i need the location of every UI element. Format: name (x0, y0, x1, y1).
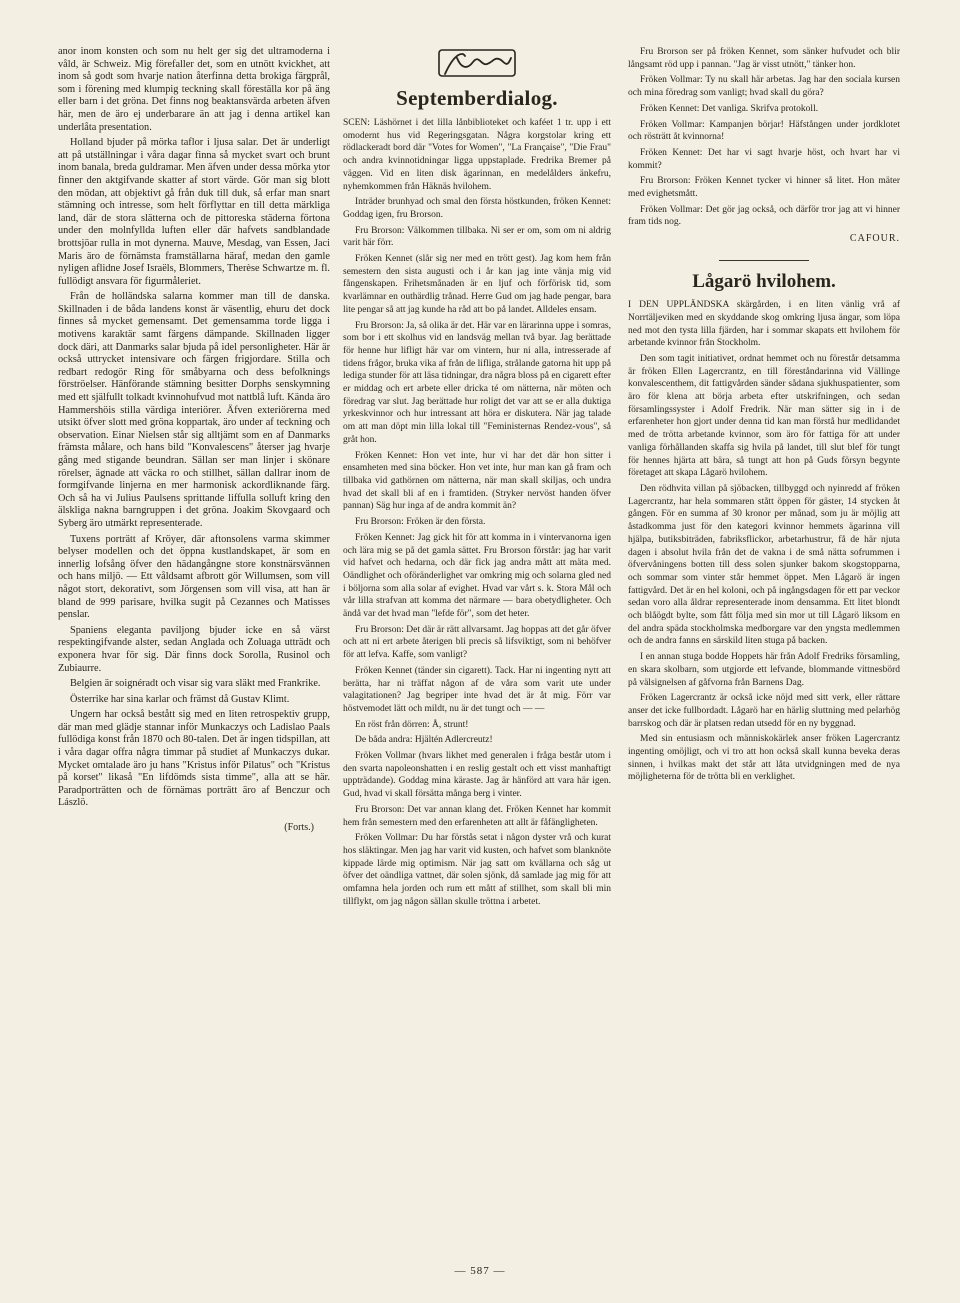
paragraph: Ungern har också bestått sig med en liten retrospektiv grupp, där man med glädje stannar inför Munkaczys och Ladislao Paals fullödiga konst från 1870 och 80-talen. Det är ingen tidspillan, att i våra dagar offra några timmar på studiet af Munkaczys dukar. Mycket omtalade äro ju hans "Kristus inför Pilatus" och "Kristus på korset" likaså "En lifdömds sista timme", alla att se här. Paradporträtten och de förnämas porträtt äro af Benczur och Lászlö. (58, 709, 330, 809)
paragraph: Fröken Lagercrantz är också icke nöjd med sitt verk, eller rättare anser det icke fullbordadt. Lågarö har en härlig sluttning med pelarhög barrskog och där är platsen redan utsedd för en ny byggnad. (628, 693, 900, 729)
continued-note: (Forts.) (284, 822, 314, 834)
paragraph: Tuxens porträtt af Kröyer, där aftonsolens varma skimmer belyser modellen och det öppna kustlandskapet, är som en innerlig lofsång öfver den hädangångne store konstnärsvännen och hans miljö. — Ett våldsamt afbrott gör Willumsen, som vill något stort, dekorativt, som Jörgensen som vill visa, att han är bland de 999 parisare, hvilka sugit på Cezannes och Matisses penslar. (58, 533, 330, 621)
paragraph: Fru Brorson: Välkommen tillbaka. Ni ser er om, som om ni aldrig varit här förr. (343, 225, 611, 249)
column-middle (343, 46, 611, 911)
paragraph: Fröken Kennet: Det vanliga. Skrifva protokoll. (640, 103, 819, 114)
paragraph: Fröken Vollmar: Ty nu skall här arbetas. Jag har den sociala kursen och mina föredrag som vanligt; hvad skall du göra? (628, 75, 900, 99)
paragraph: Fru Brorson: Det var annan klang det. Fröken Kennet har kommit hem från semestern med den erfarenheten att allt är fåfängligheten. (343, 804, 611, 828)
section-body (628, 299, 900, 784)
paragraph: Fröken Kennet: Det har vi sagt hvarje höst, och hvart har vi kommit? (628, 147, 900, 171)
idun-logo (343, 46, 611, 84)
author-signature: CAFOUR. (849, 233, 900, 245)
paragraph: SCEN: Läshörnet i det lilla lånbiblioteket och kaféet 1 tr. upp i ett omodernt hus vid Regeringsgatan. Några korgstolar kring ett rödlackeradt bord där "Votes for Women", "La Française", "Die Frau" och andra kvinnotidningar ligga uppstaplade. Fredrika Bremer på väggen. Vid en liten disk ägarinnan, en medelålders änkefru, nyhemkommen från Häknäs hvilohem. (343, 118, 611, 192)
section-title: Lågarö hvilohem. (692, 271, 836, 293)
paragraph: Fröken Vollmar: Det gör jag också, och därför tror jag att vi hinner fram tids nog. (628, 204, 900, 228)
paragraph: Fröken Kennet (slår sig ner med en trött gest). Jag kom hem från semestern den sista augusti och i år kan jag inte vänja mig vid fångenskapen. Frihetsmånaden är en ljuf och förförisk tid, som kvarlämnar en outhärdlig trånad. Herre Gud om jag hade pengar, bara lite pengar så att jag kunde ha råd att bo på landet. Alldeles ensam. (343, 254, 611, 315)
column-left (58, 46, 330, 833)
dialogue-continued (628, 46, 900, 229)
column-right (628, 46, 900, 787)
article-continued (58, 46, 330, 810)
paragraph: Fru Brorson: Fröken Kennet tycker vi hinner så litet. Hon mäter med evighetsmått. (628, 176, 900, 200)
paragraph: Fröken Kennet: Jag gick hit för att komma in i vintervanorna igen och lära mig se på det gamla sättet. Fru Brorson förstår: jag har varit vid hafvet och hedarna, och där fick jag andra mått att mäta med. Oändlighet och oföränderlighet var omkring mig och solarna gled ned i böljorna som alla solar af evighet. Hvad var vårt s. k. Stora Mål och vår lilla strafvan att komma det närmare — bara obetydligheter. Och ändå var det hvad man "lefde för", som det heter. (343, 532, 611, 620)
paragraph: Inträder brunhyad och smal den första höstkunden, fröken Kennet: Goddag igen, fru Brorson. (343, 197, 611, 220)
paragraph: Den som tagit initiativet, ordnat hemmet och nu förestår detsamma är fröken Ellen Lagercrantz, en till föreståndarinna vid Vällinge konvalescenthem, dit fattigvården sänder sådana sjukhuspatienter, som äro för klena att börja arbeta efter utskrifningen, och sedan församlingssyster i Adolf Fredrik. När man sätter sig in i de erfarenheter hon gjort under denna tid kan man förstå hur medlidandet med de trötta arbetande kvinnor, som äro för fattiga för att under vanliga förhållanden skaffa sig hvila på landet, till slut blef för tungt för hennes hjärta att bära, så tungt att hon på Guds försyn begynte företaget att skapa Lågarö hvilohem. (628, 353, 900, 479)
paragraph: Spaniens eleganta paviljong bjuder icke en så värst respektingifvande alster, sedan Anglada och Zoluaga utträdt och exponera hvar för sig. Där finns dock Sorolla, Rusinol och Zubiaurre. (58, 624, 330, 674)
paragraph: Den rödhvita villan på sjöbacken, tillbyggd och nyinredd af fröken Lagercrantz, har hela sommaren stått öppen för gäster, 14 stycken åt gången. För en summa af 30 kronor per månad, som ju är möjlig att åstadkomma just för den kategori kvinnor hemmets ägarinna vill hjälpa, butiksbiträden, fabriksflickor, arbetarhustrur, få de här njuta dagen i absolut hvila från det de vakna i de små nätta sofrummen i öfvervåningens botten till dess solen sjunker bakom skogstopparna, och sommar som vinter står hemmet öppet. Men Lågarö är ingen fattigvård. Det är en hel koloni, och på ingångsdagen för ett par veckor sedan voro alla åldrar representerade inom densamma. Ett litet blondt och blåögdt bylte, som fått följa med sin mor ut till Lågarö liksom en del andra späda stockholmska medborgare var den yngsta medlemmen och de andra fanns en särskild liten stuga på backen. (628, 483, 900, 647)
paragraph: Fru Brorson: Det där är rätt allvarsamt. Jag hoppas att det går öfver och att ni ert arbete återigen bli precis så lifsviktigt, som ni behöfver för att lefva. Kaffe, som vanligt? (343, 624, 611, 661)
paragraph: Fru Brorson ser på fröken Kennet, som sänker hufvudet och blir långsamt röd upp i pannan. "Jag är visst utnött," tänker hon. (628, 47, 900, 70)
paragraph: Fru Brorson: Ja, så olika är det. Här var en lärarinna uppe i somras, som bor i ett skolhus vid en landsväg mellan två byar. Jag berättade för henne hur lifligt här var om vintern, hur ni alla, intresserade af tidens frågor, bruka vika af från de lifliga, strålande gatorna hit upp på lediga stunder för att läsa tidningar, dra några bloss på en cigarett efter er middag och ert arbete eller dricka té om nätterna, när möten och föredrag var slut. Jag berättade hur roligt det var att se er alla duktiga yrkeskvinnor och hur intressant att höra er diskutera. När jag talade om att man döpt min lilla lokal till "Feministernas Rendez-vous", så gråt hon. (343, 320, 611, 445)
paragraph: Fröken Vollmar: Du har förstås setat i någon dyster vrå och kurat hos släktingar. Men jag har varit vid kusten, och hafvet som blanknöte kippade lärde mig optimism. När jag satt om kvällarna och såg ut öfver det oändliga vattnet, där solen sjönk, då samlade jag mig för att omfamna hela jorden och rum ett mått af stillhet, som skall bli min tillflykt, om jag någon sällan skulle tröttna i arbetet. (343, 833, 611, 907)
idun-logo-icon (435, 46, 519, 82)
paragraph: Österrike har sina karlar och främst då Gustav Klimt. (70, 693, 290, 705)
paragraph: Fröken Kennet (tänder sin cigarett). Tack. Har ni ingenting nytt att berätta, har ni träffat någon af de våra som varit ute under valagitationen? Jag begriper inte hvad det är åt mig. Förr var höstvemodet lätt och mildt, nu är det tungt och — — (343, 665, 611, 714)
paragraph: Holland bjuder på mörka taflor i ljusa salar. Det är underligt att på utställningar i våra dagar finna så mycket svart och brunt inom banala, breda guldramar. Men äfven under dessa mörka ytor finner den aktgifvande skatter af stort värde. Gör man sig blott den mödan, att objektivt gå från duk till duk, så erfar man snart stämning och intresse, som helt förflyttar en till detta märkliga land, där de stora slätterna och de pittoreska städerna förtona under den molnfyllda luften eller där hafvets sandblandade brottsjöar rulla in mot dynerna. Mauve, Mesdag, van Essen, Jaci Maris äro de förnämsta framställarna häraf, medan den gamle nyligen aflidne Josef Israëls, Blommers, Therèse Schwartze m. fl. fullödigt ansvara för figurmåleriet. (58, 137, 330, 287)
paragraph: Med sin entusiasm och människokärlek anser fröken Lagercrantz ingenting omöjligt, och vi tro att hon också skall kunna beveka deras sinnen, i hvilkas makt det står att låta utvidgningen med de nya möjligheterna för de trötta bli en verklighet. (628, 734, 900, 783)
page-number: — 587 — (454, 1265, 506, 1277)
paragraph: Belgien är soignéradt och visar sig vara släkt med Frankrike. (70, 678, 321, 690)
paragraph: Fru Brorson: Fröken är den första. (355, 517, 486, 528)
paragraph: Från de holländska salarna kommer man till de danska. Skillnaden i de båda landens konst är väsentlig, ehuru det dock finnes så mycket gemensamt. Det gemensamma torde ligga i motivens karaktär samt färgens dämpande. Skillnaden ligger dock däri, att Danmarks salar bjuda på idel personligheter. Här är också uttrycket intensivare och färgen frigjordare. Stilla och redbart redogör Ring för småbyarna och dess befolknings förströelser. Hänförande stämning besitter Dorphs senskymning med ett själfullt tolkadt kvinnohufvud mot nattblå luft. Kända äro Hammershöis stilla värdiga interiörer. Äfven exteriörerna med utsikt öfver slott med gröna koppartak, äro under af teckning och observation. Einar Nielsen står sig alltjämt som en af Danmarks främsta målare, och hans bild "Konvalescens" återser jag hvarje gång med stigande beundran. Sällan ser man linjer i skönare rörelser, ägnade att väcka ro och stillhet, sällan dallrar inom de formgifvande linjerna en mer harmonisk ackordliknande färg. Och så ha vi Julius Paulsens sprittande liffulla solluft kring den älskliga nakna barngruppen i det gröna. Joakim Skovgaard och Syberg äro utmärkt representerade. (58, 291, 330, 529)
divider (719, 260, 809, 261)
paragraph: anor inom konsten och som nu helt ger sig det ultramoderna i våld, är Schweiz. Mig förefaller det, som en utnött kvickhet, att inom så godt som hvarje nation återfinna detta brokiga färgprål, som i förening med klumpig teckning skall föreställa kor på äng eller barn i det gröna. Det finns nog beaktansvärda arbeten äfven här, men de äro ej underbarare än att jag i denna artikel kan underlåta presentation. (58, 46, 330, 133)
paragraph: De båda andra: Hjältén Adlercreutz! (355, 735, 493, 746)
paragraph: I en annan stuga bodde Hoppets här från Adolf Fredriks församling, en skara skolbarn, som utgjorde ett lefvande, blommande vittnesbörd på välsignelsen af gåfvorna från Barnens Dag. (628, 652, 900, 688)
paragraph: I DEN UPPLÄNDSKA skärgården, i en liten vänlig vrå af Norrtäljeviken med en skyddande skog omkring ljusa ängar, som löpa ned mot den tysta lilla fjärden, har i sommar skapats ett hvilohem för arbetande kvinnor från Stockholm. (628, 300, 900, 349)
paragraph: Fröken Vollmar: Kampanjen börjar! Häfstången under jordklotet och rösträtt åt kvinnorna! (628, 119, 900, 143)
article-title: Septemberdialog. (396, 86, 558, 110)
paragraph: Fröken Kennet: Hon vet inte, hur vi har det där hon sitter i ensamheten med sina böcker. Hon vet inte, hur man kan gå fram och tillbaka vid gathörnen om nätterna, när man skall skiljas, och undra hvad det skall bli af en i framtiden. (Stryker nervöst handen öfver pannan) Säg hur inga af de andra kommit än? (343, 450, 611, 512)
paragraph: En röst från dörren: Å, strunt! (355, 719, 469, 730)
dialogue-body (343, 117, 611, 908)
paragraph: Fröken Vollmar (hvars likhet med generalen i fråga består utom i den svarta napoleonshatten i en reslig gestalt och ett visst manhaftigt uppträdande). Goddag mina käraste. Jag är hänförd att vara här igen. Gud, hvad vi skall försätta många berg i vinter. (343, 751, 611, 800)
